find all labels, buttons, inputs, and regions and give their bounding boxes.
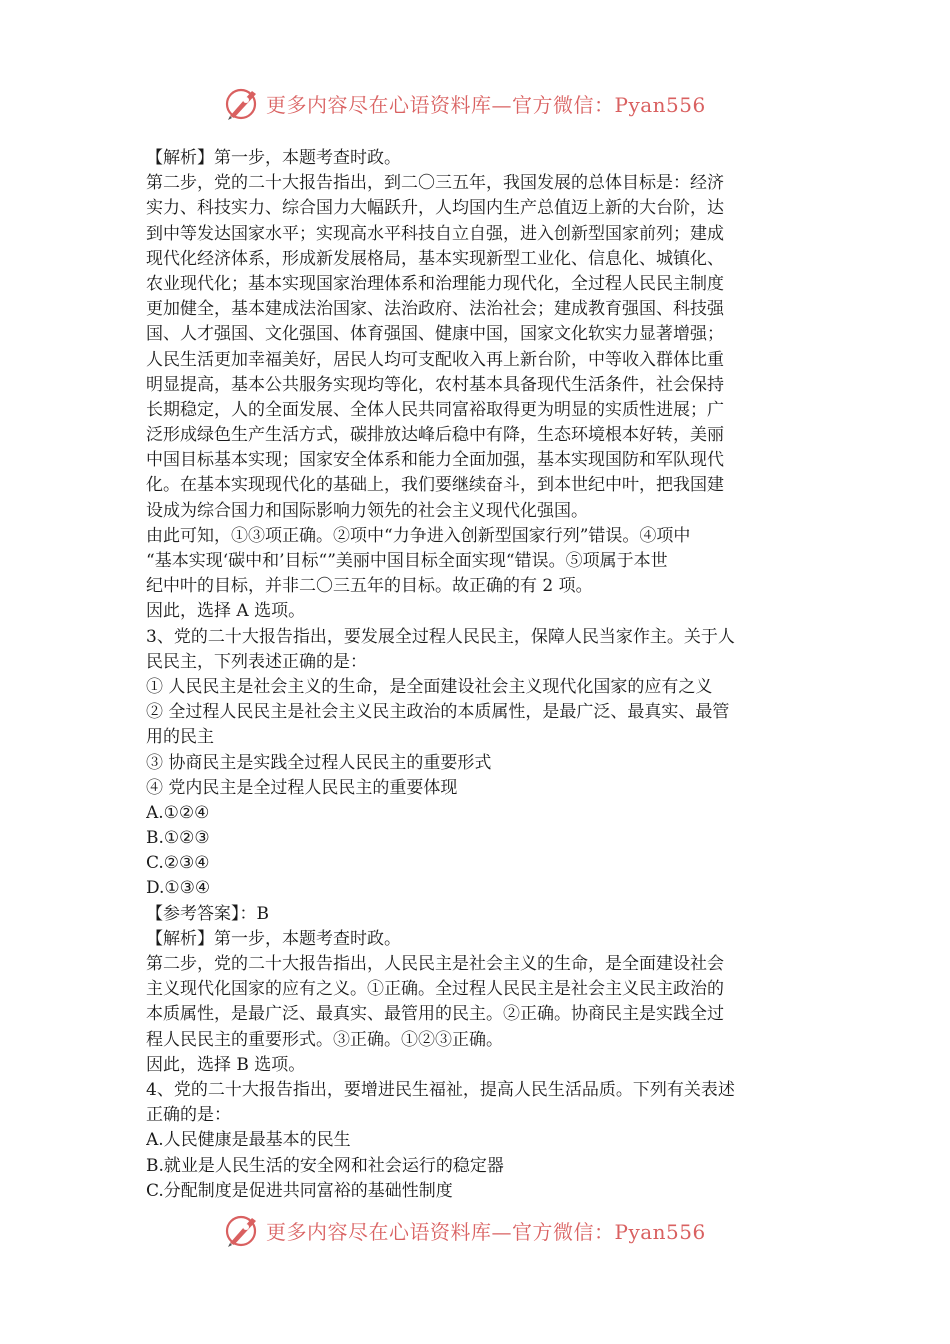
text-line: 3、党的二十大报告指出，要发展全过程人民民主，保障人民当家作主。关于人 bbox=[146, 626, 735, 647]
text-line: 现代化经济体系，形成新发展格局，基本实现新型工业化、信息化、城镇化、 bbox=[146, 248, 724, 269]
document-body bbox=[146, 146, 812, 1204]
text-line: 【参考答案】：B bbox=[146, 903, 269, 924]
text-line: C.②③④ bbox=[146, 853, 210, 874]
text-line: 4、党的二十大报告指出，要增进民生福祉，提高人民生活品质。下列有关表述 bbox=[146, 1079, 735, 1100]
text-line: 长期稳定，人的全面发展、全体人民共同富裕取得更为明显的实质性进展；广 bbox=[146, 399, 724, 420]
pen-logo-icon bbox=[222, 83, 262, 123]
text-line: 到中等发达国家水平；实现高水平科技自立自强，进入创新型国家前列；建成 bbox=[146, 223, 724, 244]
text-line: ④ 党内民主是全过程人民民主的重要体现 bbox=[146, 777, 458, 798]
text-line: 民民主，下列表述正确的是： bbox=[146, 651, 367, 672]
text-line: D.①③④ bbox=[146, 878, 211, 899]
text-line: 本质属性，是最广泛、最真实、最管用的民主。②正确。协商民主是实践全过 bbox=[146, 1004, 724, 1025]
text-line: 主义现代化国家的应有之义。①正确。全过程人民民主是社会主义民主政治的 bbox=[146, 979, 724, 1000]
text-line: 设成为综合国力和国际影响力领先的社会主义现代化强国。 bbox=[146, 500, 588, 521]
text-line: 因此，选择 A 选项。 bbox=[146, 601, 306, 622]
text-line: 国、人才强国、文化强国、体育强国、健康中国，国家文化软实力显著增强； bbox=[146, 324, 724, 345]
text-line: ③ 协商民主是实践全过程人民民主的重要形式 bbox=[146, 752, 492, 773]
text-line: 更加健全，基本建成法治国家、法治政府、法治社会；建成教育强国、科技强 bbox=[146, 299, 724, 320]
text-line: 【解析】第一步，本题考查时政。 bbox=[146, 928, 401, 949]
text-line: 农业现代化；基本实现国家治理体系和治理能力现代化，全过程人民民主制度 bbox=[146, 273, 724, 294]
footer-watermark-banner bbox=[222, 1210, 706, 1250]
text-line: 实力、科技实力、综合国力大幅跃升，人均国内生产总值迈上新的大台阶，达 bbox=[146, 198, 724, 219]
text-line: ① 人民民主是社会主义的生命，是全面建设社会主义现代化国家的应有之义 bbox=[146, 676, 713, 697]
header-watermark-banner bbox=[222, 83, 706, 123]
watermark-text: 更多内容尽在心语资料库—官方微信：Pyan556 bbox=[266, 1219, 706, 1244]
text-line: 化。在基本实现现代化的基础上，我们要继续奋斗，到本世纪中叶，把我国建 bbox=[146, 475, 724, 496]
text-line: 因此，选择 B 选项。 bbox=[146, 1054, 306, 1075]
text-line: A.①②④ bbox=[146, 802, 210, 823]
text-line: B.就业是人民生活的安全网和社会运行的稳定器 bbox=[146, 1155, 504, 1176]
text-line: 【解析】第一步，本题考查时政。 bbox=[146, 148, 401, 168]
text-line: 第二步，党的二十大报告指出，到二〇三五年，我国发展的总体目标是：经济 bbox=[146, 173, 724, 194]
text-line: B.①②③ bbox=[146, 828, 210, 849]
watermark-text: 更多内容尽在心语资料库—官方微信：Pyan556 bbox=[266, 92, 706, 117]
text-line: 第二步，党的二十大报告指出，人民民主是社会主义的生命，是全面建设社会 bbox=[146, 954, 724, 974]
text-line: 明显提高，基本公共服务实现均等化，农村基本具备现代生活条件，社会保持 bbox=[146, 374, 724, 395]
text-line: 由此可知，①③项正确。②项中“力争进入创新型国家行列”错误。④项中 bbox=[146, 525, 691, 546]
text-line: “基本实现‘碳中和’目标“”美丽中国目标全面实现“错误。⑤项属于本世 bbox=[146, 551, 668, 571]
text-line: 泛形成绿色生产生活方式，碳排放达峰后稳中有降，生态环境根本好转，美丽 bbox=[146, 425, 724, 446]
text-line: 程人民民主的重要形式。③正确。①②③正确。 bbox=[146, 1029, 503, 1050]
text-line: 纪中叶的目标，并非二〇三五年的目标。故正确的有 2 项。 bbox=[146, 576, 593, 597]
text-line: 用的民主 bbox=[146, 727, 214, 748]
text-line: 中国目标基本实现；国家安全体系和能力全面加强，基本实现国防和军队现代 bbox=[146, 450, 724, 471]
text-line: ② 全过程人民民主是社会主义民主政治的本质属性，是最广泛、最真实、最管 bbox=[146, 702, 730, 723]
pen-logo-icon bbox=[222, 1210, 262, 1250]
text-line: 正确的是： bbox=[146, 1105, 231, 1126]
text-line: A.人民健康是最基本的民生 bbox=[146, 1130, 351, 1151]
text-line: 人民生活更加幸福美好，居民人均可支配收入再上新台阶，中等收入群体比重 bbox=[146, 349, 724, 370]
text-line: C.分配制度是促进共同富裕的基础性制度 bbox=[146, 1180, 453, 1201]
